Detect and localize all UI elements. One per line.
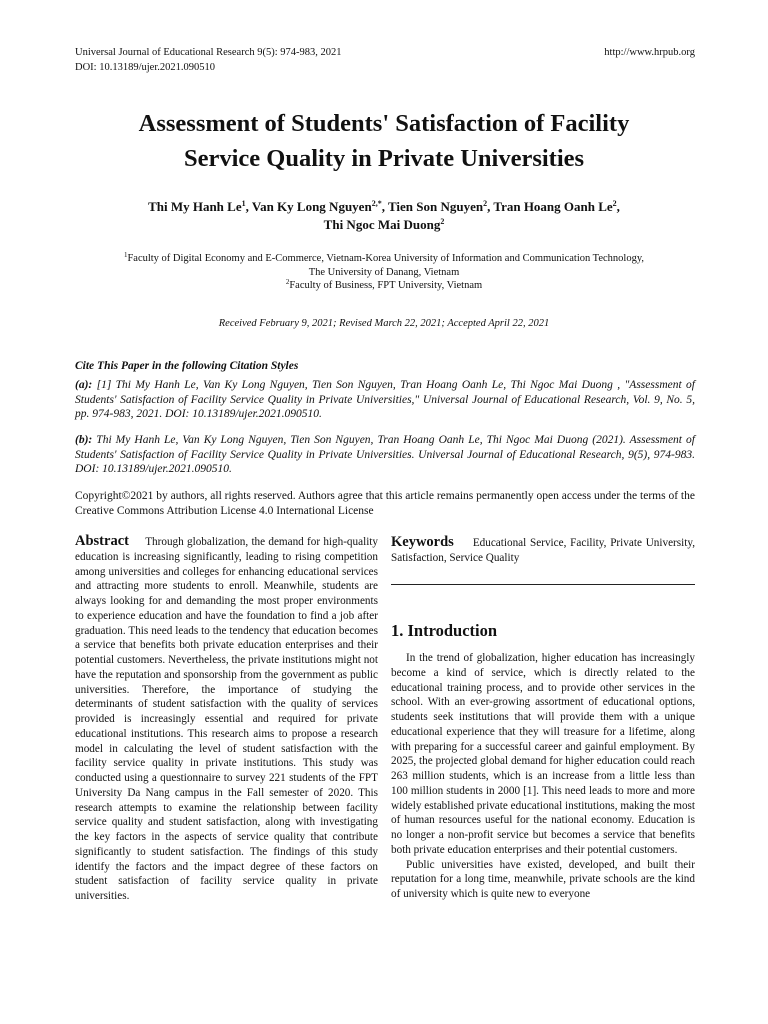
- citation-b-text: Thi My Hanh Le, Van Ky Long Nguyen, Tien Son Nguyen, Tran Hoang Oanh Le, Thi Ngoc Mai Duong (2021). Assessment of Students' Satisfaction of Facility Service Quality in Private Universities. Universal Journal of Educational Research, 9(5), 974-983. DOI: 10.13189/ujer.2021.090510.: [75, 434, 695, 475]
- journal-url[interactable]: http://www.hrpub.org: [604, 47, 695, 58]
- author-name: , Tien Son Nguyen: [381, 199, 484, 214]
- abstract-section: [75, 534, 378, 904]
- received-dates: Received February 9, 2021; Revised March 22, 2021; Accepted April 22, 2021: [218, 318, 550, 329]
- citation-heading: Cite This Paper in the following Citation Styles: [75, 360, 299, 372]
- author-affil-mark: 2: [483, 199, 488, 208]
- affiliation-2: [60, 279, 708, 293]
- affiliation-text: Faculty of Digital Economy and E-Commerce, Vietnam-Korea University of Information and Communication Technology,: [127, 253, 645, 264]
- author-name: , Van Ky Long Nguyen: [245, 199, 372, 214]
- author-name: Thi Ngoc Mai Duong: [323, 217, 441, 232]
- abstract-label: Abstract: [75, 533, 129, 549]
- author-line-2: [60, 216, 708, 234]
- paper-title: [60, 106, 708, 176]
- author-line-1: [60, 198, 708, 216]
- copyright-notice: Copyright©2021 by authors, all rights reserved. Authors agree that this article remains permanently open access under the terms of the Creative Commons Attribution License 4.0 International License: [75, 490, 695, 517]
- keywords-text: Educational Service, Facility, Private University, Satisfaction, Service Quality: [391, 537, 695, 564]
- affil-mark: 2: [285, 278, 290, 286]
- citation-a-label: (a):: [75, 379, 93, 391]
- author-name: , Tran Hoang Oanh Le: [487, 199, 613, 214]
- author-name: Thi My Hanh Le: [148, 199, 242, 214]
- introduction-paragraph-1: In the trend of globalization, higher education has increasingly become a kind of service, which is directly related to the educational training process, and to provide other services in the school. With an ever-growing assortment of educational options, students seek institutions that will provide them with a unique educational experience that they will treasure for a lifetime, along with preparing for a successful career and gainful employment. By 2025, the projected global demand for higher education could reach 263 million students, which is an increase from a little less than 100 million students in 2000 [1]. This need leads to more and more widely established private educational institutions, making the most of human resources useful for the national economy. Education is no longer a non-profit service but becomes a service that benefits both private education enterprises and their potential customers.: [391, 652, 695, 856]
- author-affil-mark: 2,*: [371, 199, 382, 208]
- affiliations: [60, 252, 708, 293]
- keywords-section: [391, 535, 695, 566]
- journal-citation-header: Universal Journal of Educational Research 9(5): 974-983, 2021: [75, 47, 342, 58]
- citation-style-b: [75, 433, 695, 477]
- doi-header: DOI: 10.13189/ujer.2021.090510: [75, 62, 215, 73]
- author-affil-mark: 2: [440, 217, 445, 226]
- citation-b-label: (b):: [75, 434, 93, 446]
- introduction-paragraph-2: Public universities have existed, developed, and built their reputation for a long time, meanwhile, private schools are the kind of university which is quite new to everyone: [391, 858, 695, 900]
- keywords-divider: [391, 584, 695, 585]
- title-line-1: Assessment of Students' Satisfaction of Facility: [138, 110, 630, 137]
- author-list: [60, 198, 708, 234]
- affiliation-1-line-2: The University of Danang, Vietnam: [308, 266, 460, 278]
- introduction-heading: 1. Introduction: [391, 621, 498, 640]
- abstract-text: Through globalization, the demand for high-quality education is increasing significantly, leading to rising competition among universities and colleges for enhancing educational services and attracting more students to enroll. Meanwhile, students are always looking for and demanding the most proper environments to experience education and have the foundation to find a job after graduation. This need leads to the tendency that education becomes a service that benefits both private education enterprises and their potential customers. Nevertheless, the private institutions might not have the reputation and sponsorship from the government as public universities. Therefore, the importance of studying the determinants of student satisfaction with the quality of services provided is increasingly essential and required for private educational institutions. This research aims to propose a research model in calculating the level of student satisfaction with the facility service quality in private institutions. This study was conducted using a questionnaire to survey 221 students of the FPT University Da Nang campus in the Fall semester of 2020. This research attempts to examine the relationship between facility service quality and student satisfaction, along with investigating the key factors in the aspects of service quality that contribute significantly to student satisfaction. The findings of this study identify the factors and the impact degree of these factors on student satisfaction of facility service quality in private universities.: [75, 536, 379, 902]
- citation-a-text: [1] Thi My Hanh Le, Van Ky Long Nguyen, Tien Son Nguyen, Tran Hoang Oanh Le, Thi Ngoc Mai Duong , "Assessment of Students' Satisfaction of Facility Service Quality in Private Universities," Universal Journal of Educational Research, Vol. 9, No. 5, pp. 974-983, 2021. DOI: 10.13189/ujer.2021.090510.: [75, 379, 695, 420]
- introduction-body: [391, 651, 695, 902]
- author-separator: ,: [616, 199, 620, 214]
- affil-mark: 1: [123, 251, 128, 259]
- title-line-2: Service Quality in Private Universities: [183, 145, 585, 172]
- author-affil-mark: 1: [241, 199, 246, 208]
- author-affil-mark: 2: [612, 199, 617, 208]
- citation-style-a: [75, 378, 695, 422]
- affiliation-1-line-1: [60, 252, 708, 266]
- affiliation-text: Faculty of Business, FPT University, Vietnam: [289, 280, 483, 291]
- keywords-label: Keywords: [391, 534, 454, 550]
